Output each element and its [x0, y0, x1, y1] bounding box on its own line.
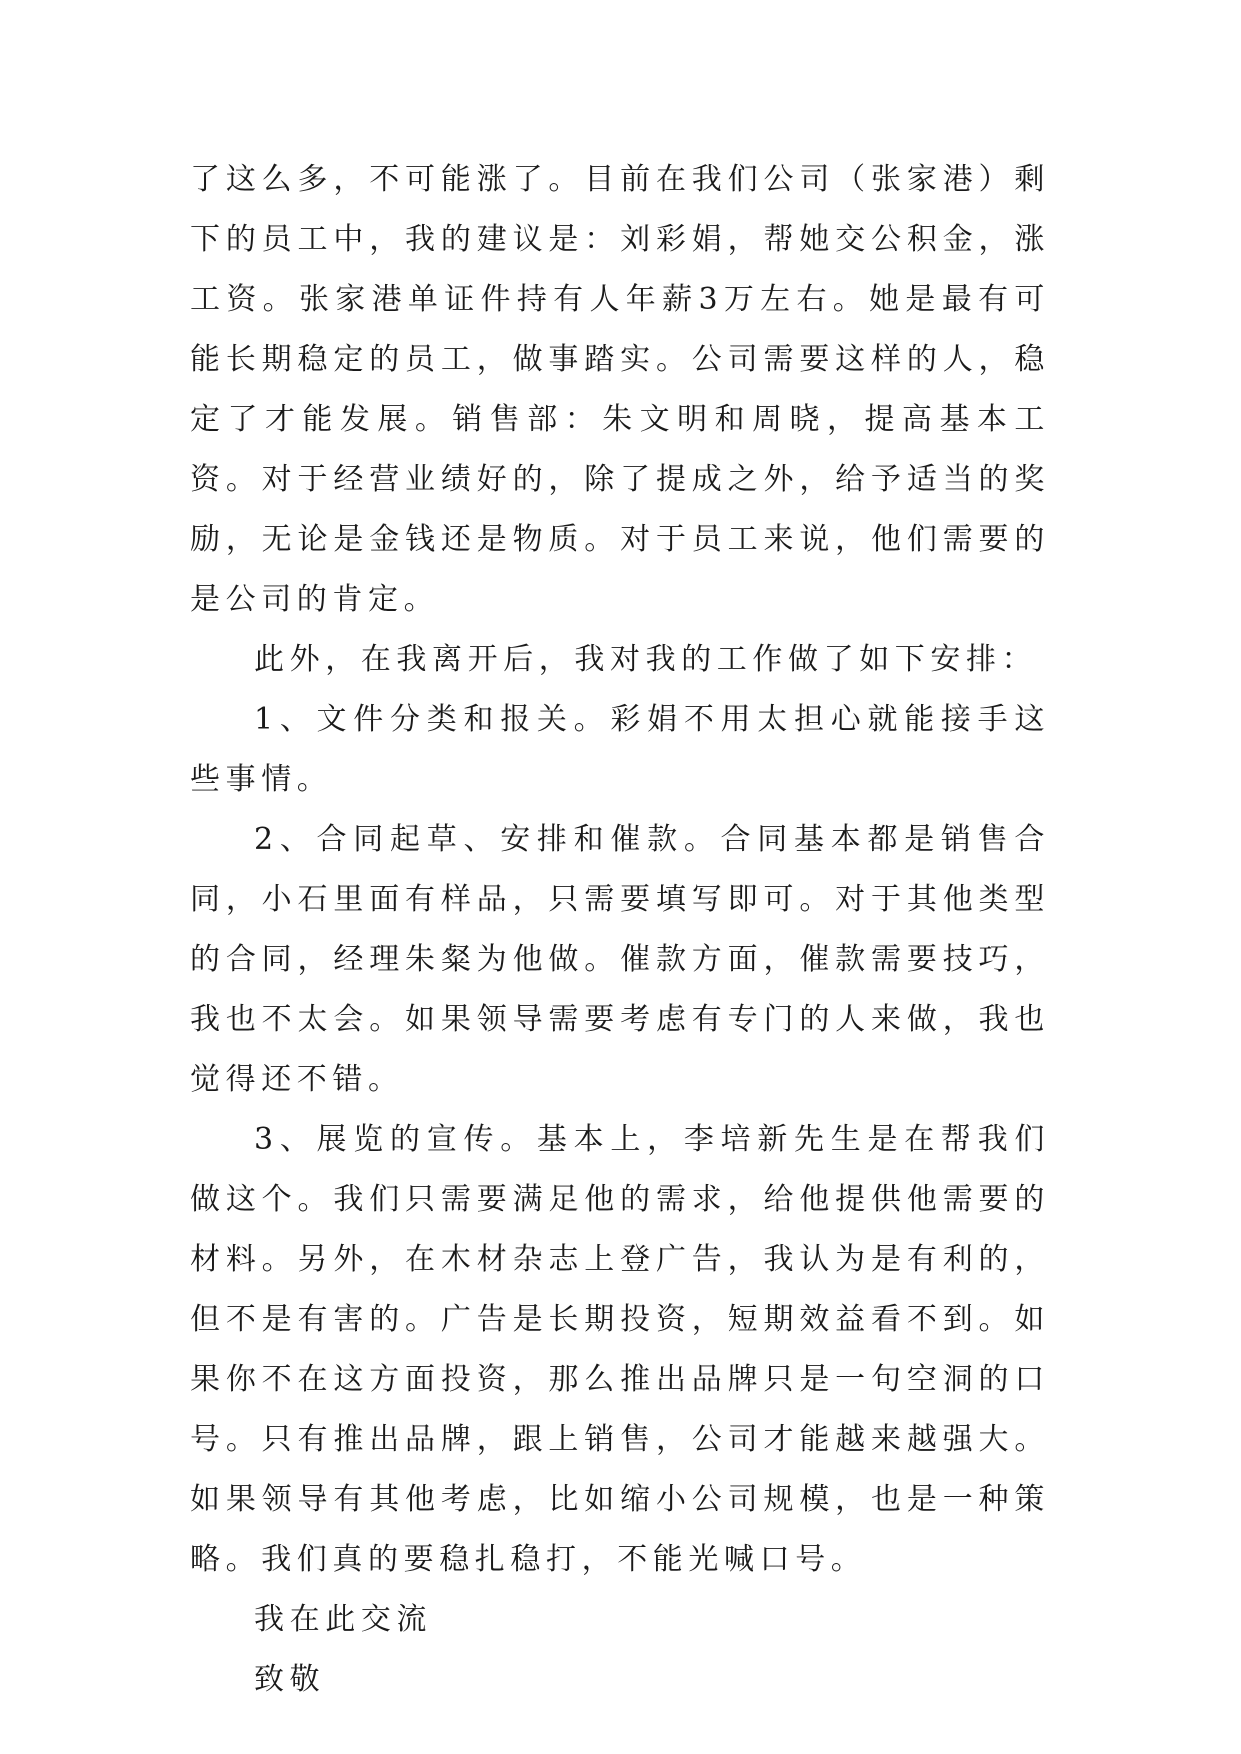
paragraph-item-3-exhibition: 3、展览的宣传。基本上，李培新先生是在帮我们做这个。我们只需要满足他的需求，给他提供他需要的材料。另外，在木材杂志上登广告，我认为是有利的，但不是有害的。广告是长期投资，短期效益看不到。如果你不在这方面投资，那么推出品牌只是一句空洞的口号。只有推出品牌，跟上销售，公司才能越来越强大。如果领导有其他考虑，比如缩小公司规模，也是一种策略。我们真的要稳扎稳打，不能光喊口号。 [190, 1122, 1050, 1577]
paragraph-work-arrangements-intro: 此外，在我离开后，我对我的工作做了如下安排： [254, 642, 1038, 677]
closing-line-2: 致敬 [254, 1662, 326, 1697]
closing-line-1: 我在此交流 [254, 1602, 432, 1637]
paragraph-item-2-contracts: 2、合同起草、安排和催款。合同基本都是销售合同，小石里面有样品，只需要填写即可。对于其他类型的合同，经理朱粲为他做。催款方面，催款需要技巧，我也不太会。如果领导需要考虑有专门的人来做，我也觉得还不错。 [190, 822, 1050, 1097]
paragraph-item-1-filing: 1、文件分类和报关。彩娟不用太担心就能接手这些事情。 [190, 702, 1050, 797]
document-body [190, 150, 1050, 1710]
paragraph-staff-suggestions: 了这么多，不可能涨了。目前在我们公司（张家港）剩下的员工中，我的建议是：刘彩娟，帮她交公积金，涨工资。张家港单证件持有人年薪3万左右。她是最有可能长期稳定的员工，做事踏实。公司需要这样的人，稳定了才能发展。销售部：朱文明和周晓，提高基本工资。对于经营业绩好的，除了提成之外，给予适当的奖励，无论是金钱还是物质。对于员工来说，他们需要的是公司的肯定。 [190, 162, 1050, 617]
